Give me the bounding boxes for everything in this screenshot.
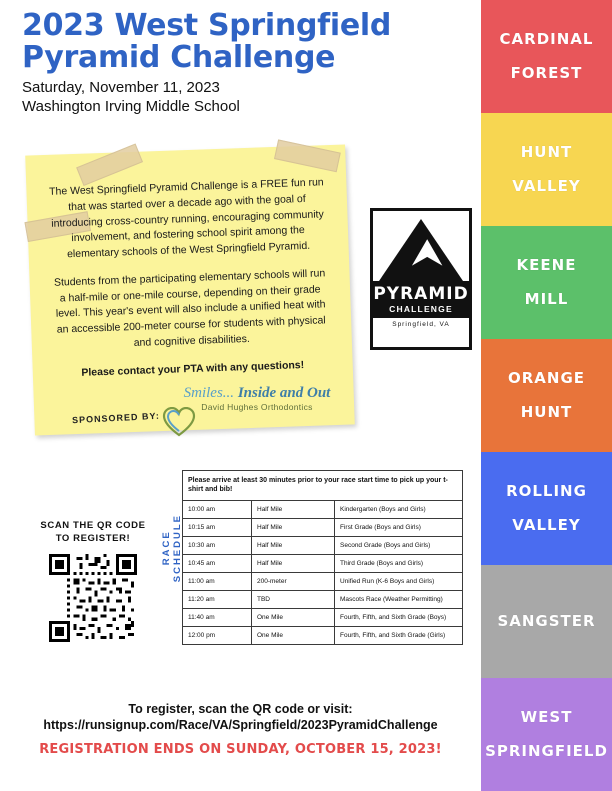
school-name-line-1: HUNT: [520, 142, 573, 161]
table-row-note: [183, 471, 463, 501]
race-time: 11:40 am: [183, 608, 252, 626]
table-row: [183, 554, 463, 572]
school-rolling-valley: [481, 452, 612, 565]
race-distance: 200-meter: [252, 572, 335, 590]
qr-registration-block: [28, 520, 158, 642]
school-name-line-2: VALLEY: [512, 516, 581, 535]
sponsor-block: [72, 385, 362, 445]
race-distance: Half Mile: [252, 500, 335, 518]
table-row: [183, 518, 463, 536]
school-name-line-1: ORANGE: [507, 368, 586, 387]
sponsor-name-part1: Smiles...: [183, 385, 235, 401]
race-time: 10:00 am: [183, 500, 252, 518]
race-time: 11:20 am: [183, 590, 252, 608]
race-distance: Half Mile: [252, 554, 335, 572]
school-keene-mill: [481, 226, 612, 339]
race-time: 11:00 am: [183, 572, 252, 590]
race-distance: TBD: [252, 590, 335, 608]
table-row: [183, 572, 463, 590]
race-time: 12:00 pm: [183, 626, 252, 644]
school-name-line-1: ROLLING: [506, 481, 587, 500]
pyramid-challenge-logo: [370, 208, 472, 350]
school-west-springfield: [481, 678, 612, 791]
race-schedule-table: [182, 470, 463, 645]
logo-wordmark: [373, 281, 469, 318]
race-group: Fourth, Fifth, and Sixth Grade (Boys): [335, 608, 463, 626]
note-paragraph-1: The West Springfield Pyramid Challenge is a FREE fun run that was started over a decade ago with the goal of introducing cross-country running, encouraging community involvement, and fostering school spirit among the elementary schools of the West Springfield Pyramid.: [48, 176, 324, 261]
race-group: Fourth, Fifth, and Sixth Grade (Girls): [335, 626, 463, 644]
table-row: [183, 590, 463, 608]
registration-deadline: REGISTRATION ENDS ON SUNDAY, OCTOBER 15, 2023!: [39, 742, 442, 758]
qr-caption-line-1: SCAN THE QR CODE: [40, 520, 146, 531]
table-row: [183, 536, 463, 554]
note-contact-line: Please contact your PTA with any questions!: [81, 358, 305, 379]
school-name-line-2: SPRINGFIELD: [485, 742, 608, 761]
race-distance: Half Mile: [252, 536, 335, 554]
sponsor-name: [157, 385, 357, 402]
arrival-note: Please arrive at least 30 minutes prior to your race start time to pick up your t-shirt and bib!: [183, 471, 463, 501]
sticky-note-text: [25, 145, 354, 405]
school-name-line-1: KEENE: [516, 255, 577, 274]
event-venue: Washington Irving Middle School: [22, 97, 240, 115]
sponsored-by-label: SPONSORED BY:: [71, 410, 161, 426]
table-row: [183, 626, 463, 644]
race-time: 10:15 am: [183, 518, 252, 536]
table-row: [183, 500, 463, 518]
logo-word-pyramid: PYRAMID: [373, 284, 469, 304]
sponsor-logo: [157, 385, 357, 412]
school-hunt-valley: [481, 113, 612, 226]
qr-caption-line-2: TO REGISTER!: [55, 532, 131, 544]
school-color-column: [481, 0, 612, 791]
table-row: [183, 608, 463, 626]
race-schedule-label: RACE SCHEDULE: [161, 513, 183, 583]
logo-word-challenge: CHALLENGE: [389, 304, 453, 314]
page-title: [22, 10, 462, 73]
footer-instruction: To register, scan the QR code or visit:: [128, 702, 353, 716]
footer: [0, 700, 481, 757]
race-time: 10:30 am: [183, 536, 252, 554]
race-group: Second Grade (Boys and Girls): [335, 536, 463, 554]
title-line-1: 2023 West Springfield: [22, 8, 392, 43]
race-time: 10:45 am: [183, 554, 252, 572]
sponsor-name-part2: Inside and Out: [237, 385, 331, 401]
title-line-2: Pyramid Challenge: [22, 39, 336, 75]
event-date: Saturday, November 11, 2023: [22, 79, 220, 96]
school-name-line-2: HUNT: [520, 403, 573, 422]
logo-location: Springfield, VA: [392, 321, 450, 328]
race-distance: One Mile: [252, 626, 335, 644]
school-name-line-1: CARDINAL: [499, 29, 594, 48]
note-paragraph-2: Students from the participating elementary schools will run a half-mile or one-mile course, depending on their grade level. This year's event will also include a unified heat with an accessible 200-meter course for students with physical and cognitive disabilities.: [53, 267, 326, 349]
school-cardinal-forest: [481, 0, 612, 113]
school-name-line-1: SANGSTER: [497, 611, 596, 630]
race-group: Unified Run (K-6 Boys and Girls): [335, 572, 463, 590]
school-name-line-2: MILL: [524, 290, 569, 309]
race-group: Third Grade (Boys and Girls): [335, 554, 463, 572]
pyramid-icon: [373, 211, 469, 281]
race-group: Kindergarten (Boys and Girls): [335, 500, 463, 518]
sponsor-subtitle: David Hughes Orthodontics: [201, 402, 313, 412]
qr-code[interactable]: [49, 554, 137, 642]
runner-icon: ⮝: [411, 232, 444, 274]
school-name-line-2: FOREST: [510, 64, 583, 83]
school-name-line-1: WEST: [520, 707, 573, 726]
race-distance: One Mile: [252, 608, 335, 626]
qr-caption: [28, 520, 158, 546]
race-group: Mascots Race (Weather Permitting): [335, 590, 463, 608]
race-distance: Half Mile: [252, 518, 335, 536]
registration-url[interactable]: https://runsignup.com/Race/VA/Springfield/2023PyramidChallenge: [43, 718, 438, 733]
race-group: First Grade (Boys and Girls): [335, 518, 463, 536]
school-orange-hunt: [481, 339, 612, 452]
page-header: [22, 10, 462, 117]
school-sangster: [481, 565, 612, 678]
school-name-line-2: VALLEY: [512, 177, 581, 196]
